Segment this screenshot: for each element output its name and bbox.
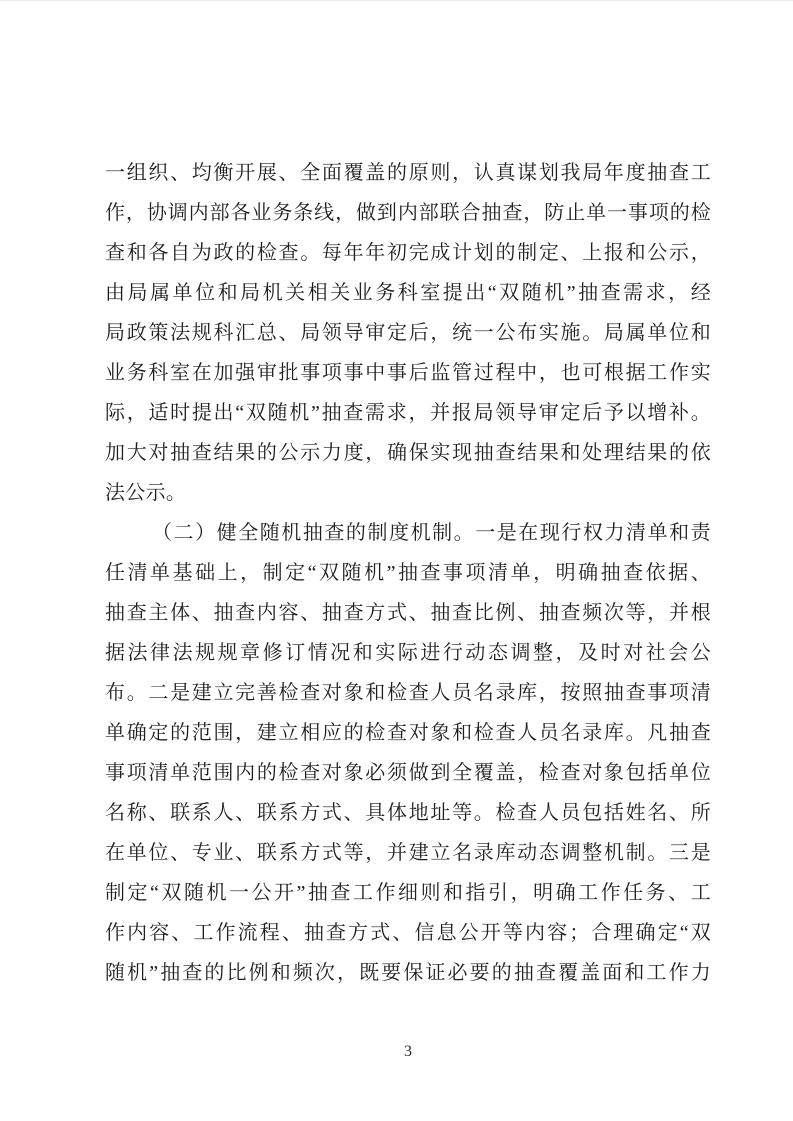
text-line: 布。二是建立完善检查对象和检查人员名录库，按照抽查事项清 bbox=[105, 682, 711, 704]
text-line: 任清单基础上，制定“双随机”抽查事项清单，明确抽查依据、 bbox=[105, 562, 711, 584]
para-2 bbox=[105, 513, 711, 993]
text-line: 法公示。 bbox=[105, 482, 187, 504]
text-line: 制定“双随机一公开”抽查工作细则和指引，明确工作任务、工 bbox=[105, 882, 711, 904]
text-line: 查和各自为政的检查。每年年初完成计划的制定、上报和公示， bbox=[105, 242, 711, 264]
text-line: 随机”抽查的比例和频次，既要保证必要的抽查覆盖面和工作力 bbox=[105, 962, 711, 984]
text-line: 名称、联系人、联系方式、具体地址等。检查人员包括姓名、所 bbox=[105, 802, 711, 824]
text-line: 作，协调内部各业务条线，做到内部联合抽查，防止单一事项的检 bbox=[105, 202, 711, 224]
page-number: 3 bbox=[404, 1043, 412, 1060]
para-1 bbox=[105, 153, 711, 513]
text-line: 作内容、工作流程、抽查方式、信息公开等内容；合理确定“双 bbox=[105, 922, 711, 944]
text-line: 在单位、专业、联系方式等，并建立名录库动态调整机制。三是 bbox=[105, 842, 711, 864]
text-line: 一组织、均衡开展、全面覆盖的原则，认真谋划我局年度抽查工 bbox=[105, 162, 711, 184]
text-line: 加大对抽查结果的公示力度，确保实现抽查结果和处理结果的依 bbox=[105, 442, 711, 464]
text-line: 抽查主体、抽查内容、抽查方式、抽查比例、抽查频次等，并根 bbox=[105, 602, 711, 624]
text-line: 局政策法规科汇总、局领导审定后，统一公布实施。局属单位和 bbox=[105, 322, 711, 344]
text-line: 单确定的范围，建立相应的检查对象和检查人员名录库。凡抽查 bbox=[105, 722, 711, 744]
text-line: （二）健全随机抽查的制度机制。一是在现行权力清单和责 bbox=[152, 522, 711, 544]
text-line: 据法律法规规章修订情况和实际进行动态调整，及时对社会公 bbox=[105, 642, 711, 664]
document-body bbox=[105, 153, 711, 993]
text-line: 际，适时提出“双随机”抽查需求，并报局领导审定后予以增补。 bbox=[105, 402, 711, 424]
text-line: 由局属单位和局机关相关业务科室提出“双随机”抽查需求，经 bbox=[105, 282, 711, 304]
text-line: 事项清单范围内的检查对象必须做到全覆盖，检查对象包括单位 bbox=[105, 762, 711, 784]
text-line: 业务科室在加强审批事项事中事后监管过程中，也可根据工作实 bbox=[105, 362, 711, 384]
